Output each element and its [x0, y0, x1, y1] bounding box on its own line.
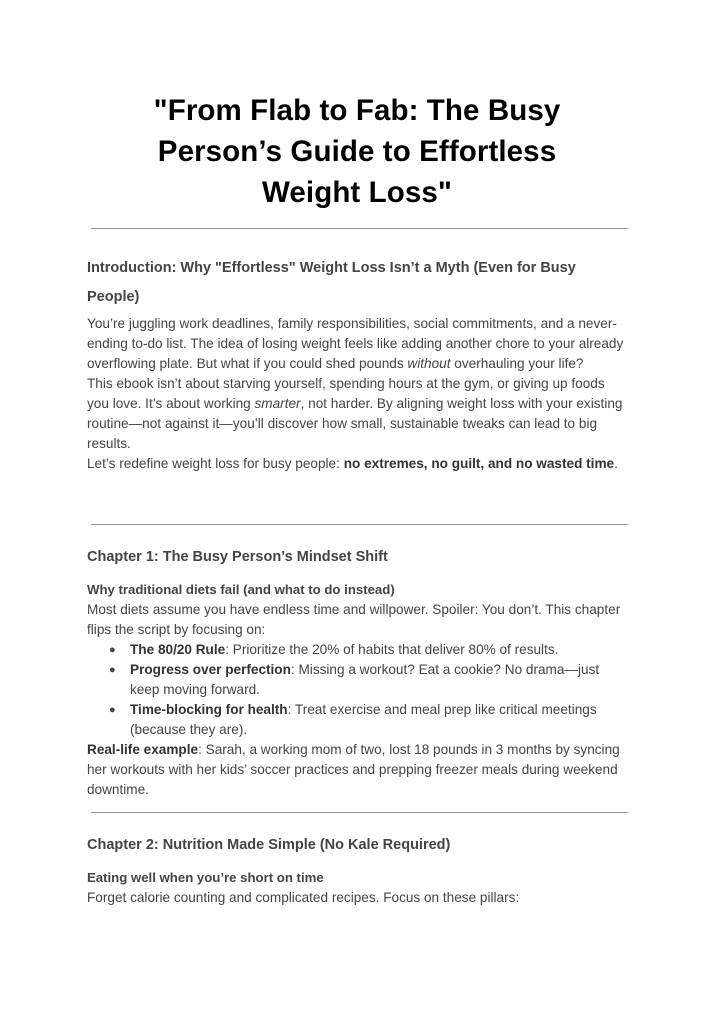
title-line-2: Person’s Guide to Effortless [157, 135, 557, 168]
chapter1-example: Real-life example: Sarah, a working mom of two, lost 18 pounds in 3 months by syncing her workouts with her kids’ soccer practices and prepping freezer meals during weekend downtime. [87, 742, 620, 797]
intro-paragraph-2: This ebook isn’t about starving yourself, spending hours at the gym, or giving up foods you love. It’s about working smarter, not harder. By aligning weight loss with your existing routine—not against it—you’ll discover how small, sustainable tweaks can lead to big results. [87, 376, 623, 451]
bullet-icon: ● [109, 704, 116, 716]
chapter1-bullet-list [87, 640, 628, 740]
intro-heading [87, 254, 628, 312]
chapter2-heading: Chapter 2: Nutrition Made Simple (No Kale Required) [87, 837, 451, 853]
divider-title [91, 228, 628, 229]
chapter2-subheading: Eating well when you’re short on time [87, 870, 324, 885]
chapter1-heading: Chapter 1: The Busy Person’s Mindset Shift [87, 549, 388, 565]
title-line-3: Weight Loss" [261, 176, 452, 209]
intro-paragraph-1: You’re juggling work deadlines, family responsibilities, social commitments, and a never-ending to-do list. The idea of losing weight feels like adding another chore to your already overflowing plate. But what if you could shed pounds without overhauling your life? [87, 316, 624, 371]
list-item: ● Progress over perfection: Missing a workout? Eat a cookie? No drama—just keep moving forward. [109, 662, 600, 697]
document-title [64, 90, 650, 213]
divider-intro [91, 524, 628, 525]
title-line-1: "From Flab to Fab: The Busy [153, 94, 561, 127]
list-item: ● The 80/20 Rule: Prioritize the 20% of habits that deliver 80% of results. [87, 640, 628, 660]
chapter2-intro-text: Forget calorie counting and complicated recipes. Focus on these pillars: [87, 890, 520, 905]
chapter1-subheading: Why traditional diets fail (and what to do instead) [87, 582, 395, 597]
chapter1-intro-text: Most diets assume you have endless time and willpower. Spoiler: You don’t. This chapter flips the script by focusing on: [87, 602, 621, 637]
bullet-icon: ● [109, 644, 116, 656]
intro-heading-line-1: Introduction: Why "Effortless" Weight Loss Isn’t a Myth (Even for Busy [87, 260, 576, 276]
divider-chapter1 [91, 812, 628, 813]
intro-body [87, 314, 628, 474]
intro-heading-line-2: People) [87, 289, 140, 305]
bullet-icon: ● [109, 664, 116, 676]
intro-paragraph-3: Let’s redefine weight loss for busy people: no extremes, no guilt, and no wasted time. [87, 456, 618, 471]
list-item: ● Time-blocking for health: Treat exercise and meal prep like critical meetings (because they are). [109, 702, 597, 737]
